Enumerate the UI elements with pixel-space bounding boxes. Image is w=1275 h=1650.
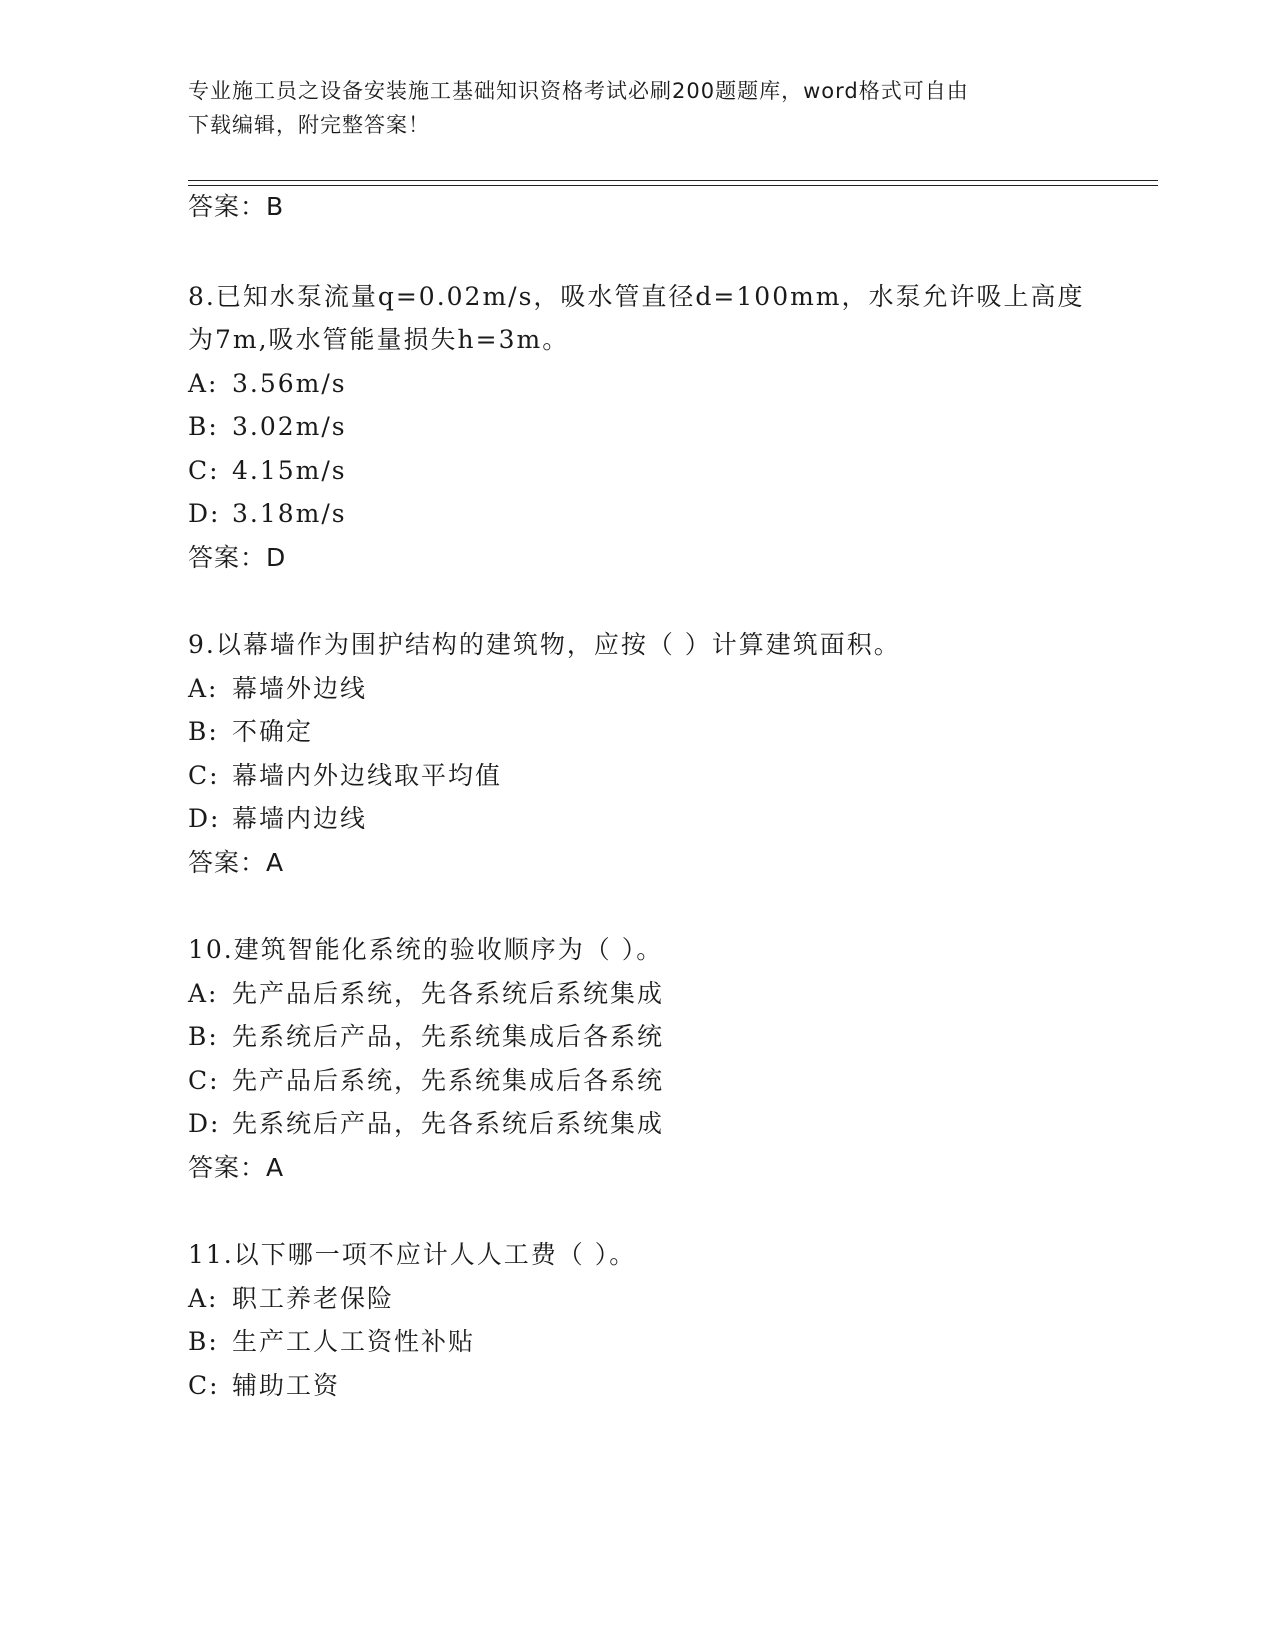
q8-text-line-2: 为7m,吸水管能量损失h=3m。	[188, 325, 570, 354]
header-line-1: 专业施工员之设备安装施工基础知识资格考试必刷200题题库，word格式可自由	[188, 79, 969, 103]
q10-option-d	[188, 1107, 664, 1141]
q8-option-d	[188, 497, 347, 531]
q11-option-a	[188, 1282, 394, 1316]
q9-option-b	[188, 715, 313, 749]
q11-option-c	[188, 1369, 340, 1403]
option-letter: C:	[188, 761, 220, 790]
q10-option-c	[188, 1064, 664, 1098]
option-letter: C:	[188, 1371, 220, 1400]
header-line-2: 下载编辑，附完整答案！	[188, 113, 430, 137]
option-letter: B:	[188, 717, 219, 746]
option-letter: D:	[188, 499, 221, 528]
option-text: 3.56m/s	[232, 369, 347, 398]
option-text: 职工养老保险	[232, 1284, 395, 1313]
header-divider-bottom	[188, 185, 1158, 186]
option-text: 4.15m/s	[232, 456, 347, 485]
q10-text-line-1: 10.建筑智能化系统的验收顺序为（ ）。	[188, 935, 664, 964]
q10-answer: 答案：A	[188, 1153, 285, 1182]
q8-answer: 答案：D	[188, 543, 287, 572]
option-text: 幕墙内外边线取平均值	[232, 761, 503, 790]
option-letter: A:	[188, 674, 219, 703]
q9-text-line-1: 9.以幕墙作为围护结构的建筑物，应按（ ）计算建筑面积。	[188, 630, 901, 659]
option-text: 3.18m/s	[232, 499, 347, 528]
option-letter: C:	[188, 456, 220, 485]
q9-option-c	[188, 759, 502, 793]
option-letter: C:	[188, 1066, 220, 1095]
q8-text-line-1: 8.已知水泵流量q=0.02m/s，吸水管直径d=100mm，水泵允许吸上高度	[188, 282, 1085, 311]
option-text: 不确定	[232, 717, 314, 746]
option-text: 生产工人工资性补贴	[232, 1327, 476, 1356]
option-text: 先产品后系统，先各系统后系统集成	[232, 979, 665, 1008]
q8-option-a	[188, 367, 347, 401]
option-letter: B:	[188, 1022, 219, 1051]
document-header	[188, 74, 1088, 142]
q11-text-line-1: 11.以下哪一项不应计人人工费（ ）。	[188, 1240, 637, 1269]
q9-answer: 答案：A	[188, 848, 285, 877]
option-letter: D:	[188, 1109, 221, 1138]
prev-answer: 答案：B	[188, 192, 285, 221]
option-letter: D:	[188, 804, 221, 833]
header-divider-top	[188, 180, 1158, 181]
q9-option-a	[188, 672, 367, 706]
q11-option-b	[188, 1325, 475, 1359]
option-text: 幕墙外边线	[232, 674, 368, 703]
option-text: 先系统后产品，先各系统后系统集成	[232, 1109, 665, 1138]
option-text: 先系统后产品，先系统集成后各系统	[232, 1022, 665, 1051]
q8-option-b	[188, 410, 347, 444]
option-text: 幕墙内边线	[232, 804, 368, 833]
option-letter: A:	[188, 369, 219, 398]
q9-option-d	[188, 802, 367, 836]
option-letter: B:	[188, 412, 219, 441]
q8-option-c	[188, 454, 347, 488]
option-text: 辅助工资	[232, 1371, 341, 1400]
option-text: 3.02m/s	[232, 412, 347, 441]
option-letter: A:	[188, 1284, 219, 1313]
option-text: 先产品后系统，先系统集成后各系统	[232, 1066, 665, 1095]
option-letter: A:	[188, 979, 219, 1008]
option-letter: B:	[188, 1327, 219, 1356]
q10-option-a	[188, 977, 664, 1011]
q10-option-b	[188, 1020, 664, 1054]
